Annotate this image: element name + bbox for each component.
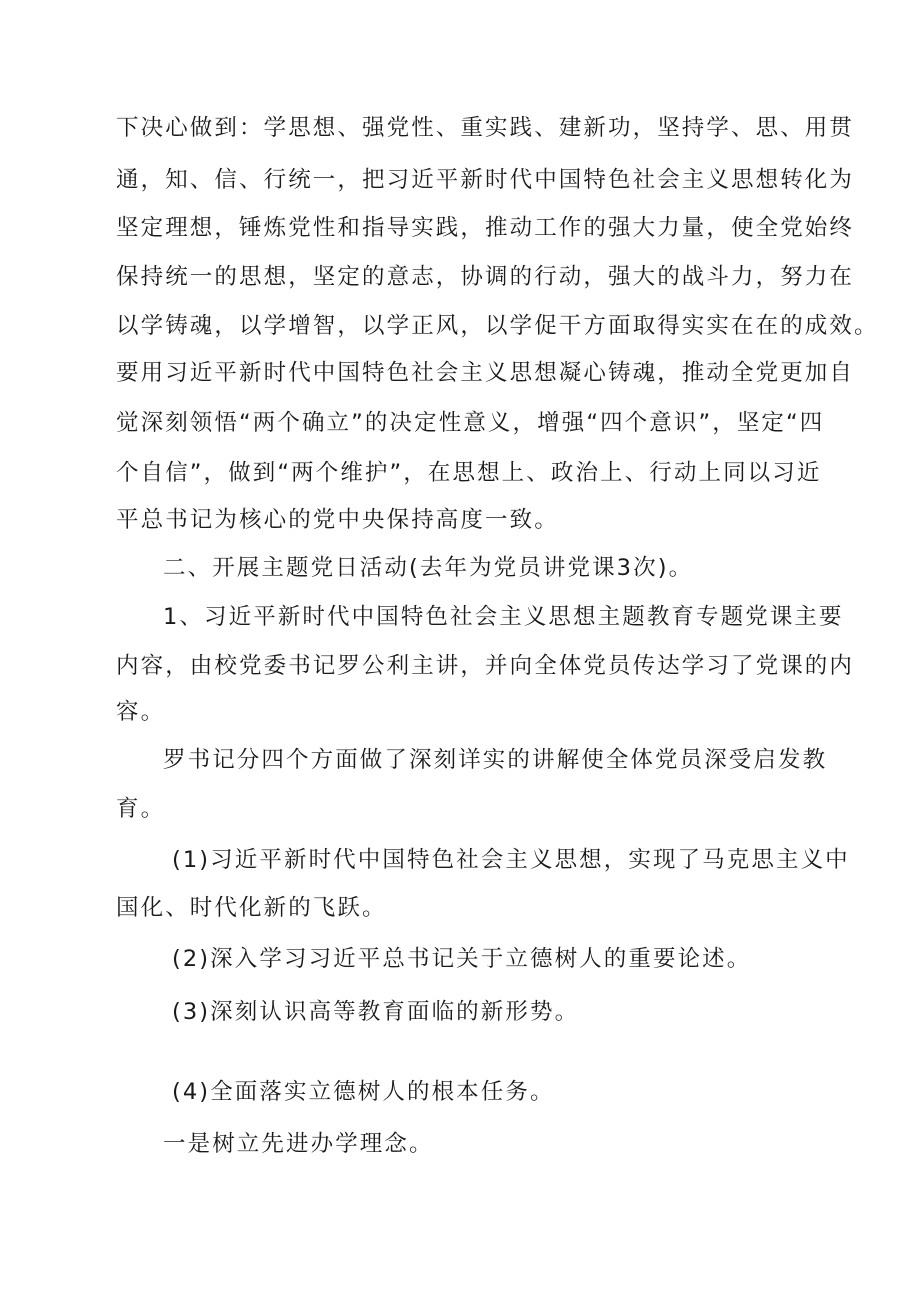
paragraph-line: 觉深刻领悟“两个确立”的决定性意义，增强“四个意识”，坚定“四	[116, 410, 825, 436]
paragraph-line: 通，知、信、行统一，把习近平新时代中国特色社会主义思想转化为	[116, 167, 855, 193]
item-line: 1、习近平新时代中国特色社会主义思想主题教育专题党课主要	[163, 604, 844, 630]
paragraph-line: 以学铸魂，以学增智，以学正风，以学促干方面取得实实在在的成效。	[116, 313, 879, 339]
paragraph-line: 坚定理想，锤炼党性和指导实践，推动工作的强大力量，使全党始终	[116, 215, 855, 241]
sub-point-line: 一是树立先进办学理念。	[163, 1131, 434, 1157]
summary-line: 罗书记分四个方面做了深刻详实的讲解使全体党员深受启发教	[163, 747, 828, 773]
paragraph-line: 平总书记为核心的党中央保持高度一致。	[116, 507, 559, 533]
paragraph-line: 保持统一的思想，坚定的意志，协调的行动，强大的战斗力，努力在	[116, 264, 855, 290]
summary-line: 育。	[116, 796, 166, 822]
paragraph-line: 个自信”，做到“两个维护”，在思想上、政治上、行动上同以习近	[116, 460, 822, 486]
section-heading: 二、开展主题党日活动(去年为党员讲党课3次)。	[163, 555, 694, 581]
point-line: (2)深入学习习近平总书记关于立德树人的重要论述。	[172, 946, 752, 972]
point-line: 国化、时代化新的飞跃。	[116, 895, 387, 921]
paragraph-line: 要用习近平新时代中国特色社会主义思想凝心铸魂，推动全党更加自	[116, 360, 855, 386]
paragraph-line: 下决心做到：学思想、强党性、重实践、建新功，坚持学、思、用贯	[116, 115, 855, 141]
item-line: 容。	[116, 699, 166, 725]
point-line: (3)深刻认识高等教育面临的新形势。	[172, 999, 580, 1025]
point-line: (1)习近平新时代中国特色社会主义思想，实现了马克思主义中	[172, 847, 850, 873]
point-line: (4)全面落实立德树人的根本任务。	[172, 1079, 555, 1105]
item-line: 内容，由校党委书记罗公利主讲，并向全体党员传达学习了党课的内	[116, 653, 855, 679]
